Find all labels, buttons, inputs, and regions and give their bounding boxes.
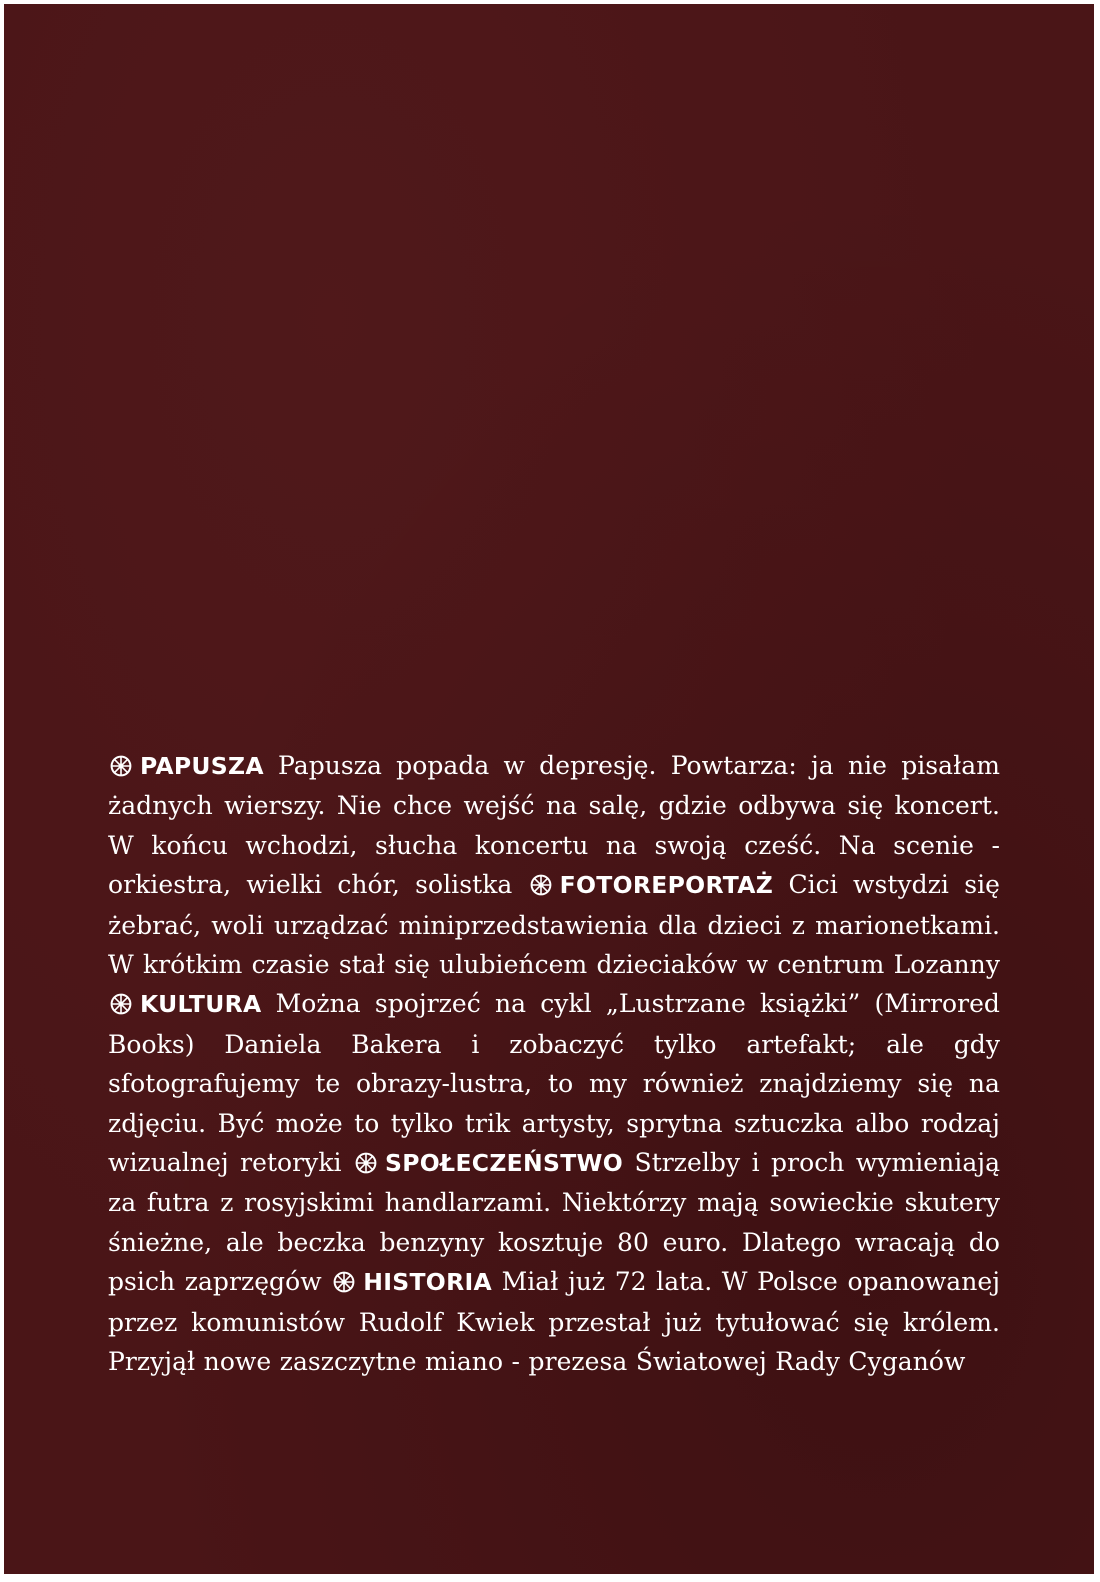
section-heading: SPOŁECZEŃSTWO: [385, 1149, 624, 1178]
section-heading: PAPUSZA: [140, 752, 264, 780]
section-text: Można spojrzeć na cykl „Lustrzane książki” (Mirrored Books) Daniela Bakera i zobaczyć tylko artefakt; ale gdy sfotografujemy te obrazy-lustra, to my również znajdziemy się na zdjęciu. Być może to tylko trik artysty, sprytna sztuczka albo rodzaj wizualnej retoryki: [108, 989, 1000, 1178]
section-heading: KULTURA: [140, 990, 262, 1019]
section-heading: HISTORIA: [363, 1268, 493, 1297]
wheel-icon: [355, 1152, 377, 1174]
wheel-icon: [110, 993, 132, 1015]
section-text: Strzelby i proch wymieniają za futra z rosyjskimi handlarzami. Niektórzy mają sowieckie skutery śnieżne, ale beczka benzyny kosztuje 80 euro. Dlatego wracają do psich zaprzęgów: [108, 1148, 1001, 1297]
book-back-cover: [4, 4, 1094, 1574]
blurb-text: [108, 746, 1000, 1382]
section-text: Papusza popada w depresję. Powtarza: ja nie pisałam żadnych wierszy. Nie chce wejść na salę, gdzie odbywa się koncert. W końcu wchodzi, słucha koncertu na swoją cześć. Na scenie - orkiestra, wielki chór, solistka: [108, 751, 1000, 900]
wheel-icon: [530, 874, 552, 896]
wheel-icon: [110, 755, 132, 777]
section-text: Miał już 72 lata. W Polsce opanowanej przez komunistów Rudolf Kwiek przestał już tytułować się królem. Przyjął nowe zaszczytne miano - prezesa Światowej Rady Cyganów: [108, 1267, 1001, 1377]
section-heading: FOTOREPORTAŻ: [559, 871, 774, 900]
section-text: Cici wstydzi się żebrać, woli urządzać miniprzedstawienia dla dzieci z marionetkami. W krótkim czasie stał się ulubieńcem dzieciaków w centrum Lozanny: [108, 870, 1001, 980]
wheel-icon: [333, 1271, 355, 1293]
